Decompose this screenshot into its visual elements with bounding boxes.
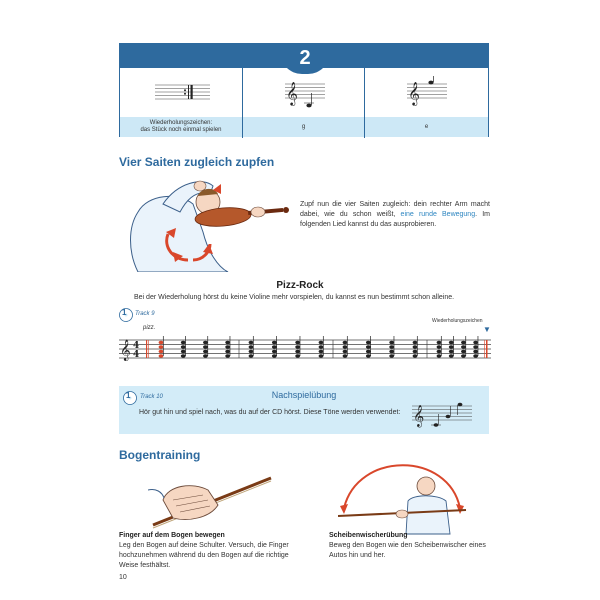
pizz-chord xyxy=(473,336,478,358)
pizz-chord xyxy=(449,336,454,358)
repeat-sign-staff-icon xyxy=(155,82,210,102)
header-cell-label: Wiederholungszeichen: das Stück noch einmal spielen xyxy=(120,117,242,137)
pizz-chord xyxy=(272,336,277,358)
exercise-text: Hör gut hin und spiel nach, was du auf der CD hörst. Diese Töne werden verwendet: xyxy=(139,409,401,416)
track-label: Track 9 xyxy=(135,311,155,317)
note-e-staff-icon xyxy=(407,76,447,110)
track-label: Track 10 xyxy=(140,394,163,400)
svg-text:𝄞: 𝄞 xyxy=(286,81,298,105)
pizz-rock-staff xyxy=(119,336,491,362)
violinist-plucking-illustration xyxy=(118,172,293,272)
pizz-chord xyxy=(343,336,348,358)
pizz-chord xyxy=(181,336,186,358)
section-title-pluck: Vier Saiten zugleich zupfen xyxy=(119,155,275,169)
pizz-chord xyxy=(413,336,418,358)
page-number: 10 xyxy=(119,574,127,581)
svg-text:𝄞: 𝄞 xyxy=(413,405,425,427)
down-arrow-icon: ▼ xyxy=(483,325,491,334)
pizz-chord xyxy=(249,336,254,358)
svg-text:4: 4 xyxy=(133,341,140,351)
hand-on-bow-illustration xyxy=(148,470,273,530)
exercise-header-box xyxy=(119,43,489,137)
pizz-chord xyxy=(461,336,466,358)
section1-paragraph: Zupf nun die vier Saiten zugleich: dein rechter Arm macht dabei, wie du schon weißt, eine runde Bewegung. Im folgenden Lied kannst du das ausprobieren. xyxy=(300,201,490,228)
section-title-bow-training: Bogentraining xyxy=(119,448,201,462)
header-cell-label: e xyxy=(365,117,488,137)
svg-text:𝄞: 𝄞 xyxy=(120,340,131,361)
pizz-chord xyxy=(225,336,230,358)
notes-staff-icon xyxy=(412,401,472,429)
pizz-chord xyxy=(437,336,442,358)
highlight-text: eine runde Bewegung xyxy=(400,211,476,218)
pizz-chord xyxy=(203,336,208,358)
header-cell-label: g xyxy=(243,117,364,137)
song-intro: Bei der Wiederholung hörst du keine Violine mehr vorspielen, du kannst es nun bestimmt schon alleine. xyxy=(134,294,455,301)
exercise-title: Nachspielübung xyxy=(271,390,337,400)
lesson-number-badge: 2 xyxy=(280,44,330,74)
left-paragraph: Leg den Bogen auf deine Schulter. Versuch, die Finger hochzunehmen während du den Bogen auf die richtige Weise festhältst. xyxy=(119,542,289,569)
pizz-chord xyxy=(366,336,371,358)
pizz-chord xyxy=(319,336,324,358)
svg-text:𝄞: 𝄞 xyxy=(408,81,420,105)
cd-track-icon: 1 xyxy=(119,308,133,322)
pizz-chord xyxy=(295,336,300,358)
song-title: Pizz-Rock xyxy=(276,280,324,291)
listening-exercise-box xyxy=(119,386,489,434)
note-g-staff-icon xyxy=(285,76,325,110)
pizz-chord xyxy=(389,336,394,358)
right-subtitle: Scheibenwischerübung xyxy=(329,532,408,539)
pizz-chord xyxy=(159,336,164,358)
pizz-label: pizz. xyxy=(143,325,156,331)
windshield-wiper-illustration xyxy=(338,446,468,536)
left-subtitle: Finger auf dem Bogen bewegen xyxy=(119,532,225,539)
cd-track-icon: 1 xyxy=(123,391,137,405)
right-paragraph: Beweg den Bogen wie den Scheibenwischer eines Autos hin und her. xyxy=(329,542,486,559)
repeat-label: Wiederholungszeichen xyxy=(432,318,483,324)
svg-text:4: 4 xyxy=(133,350,140,360)
